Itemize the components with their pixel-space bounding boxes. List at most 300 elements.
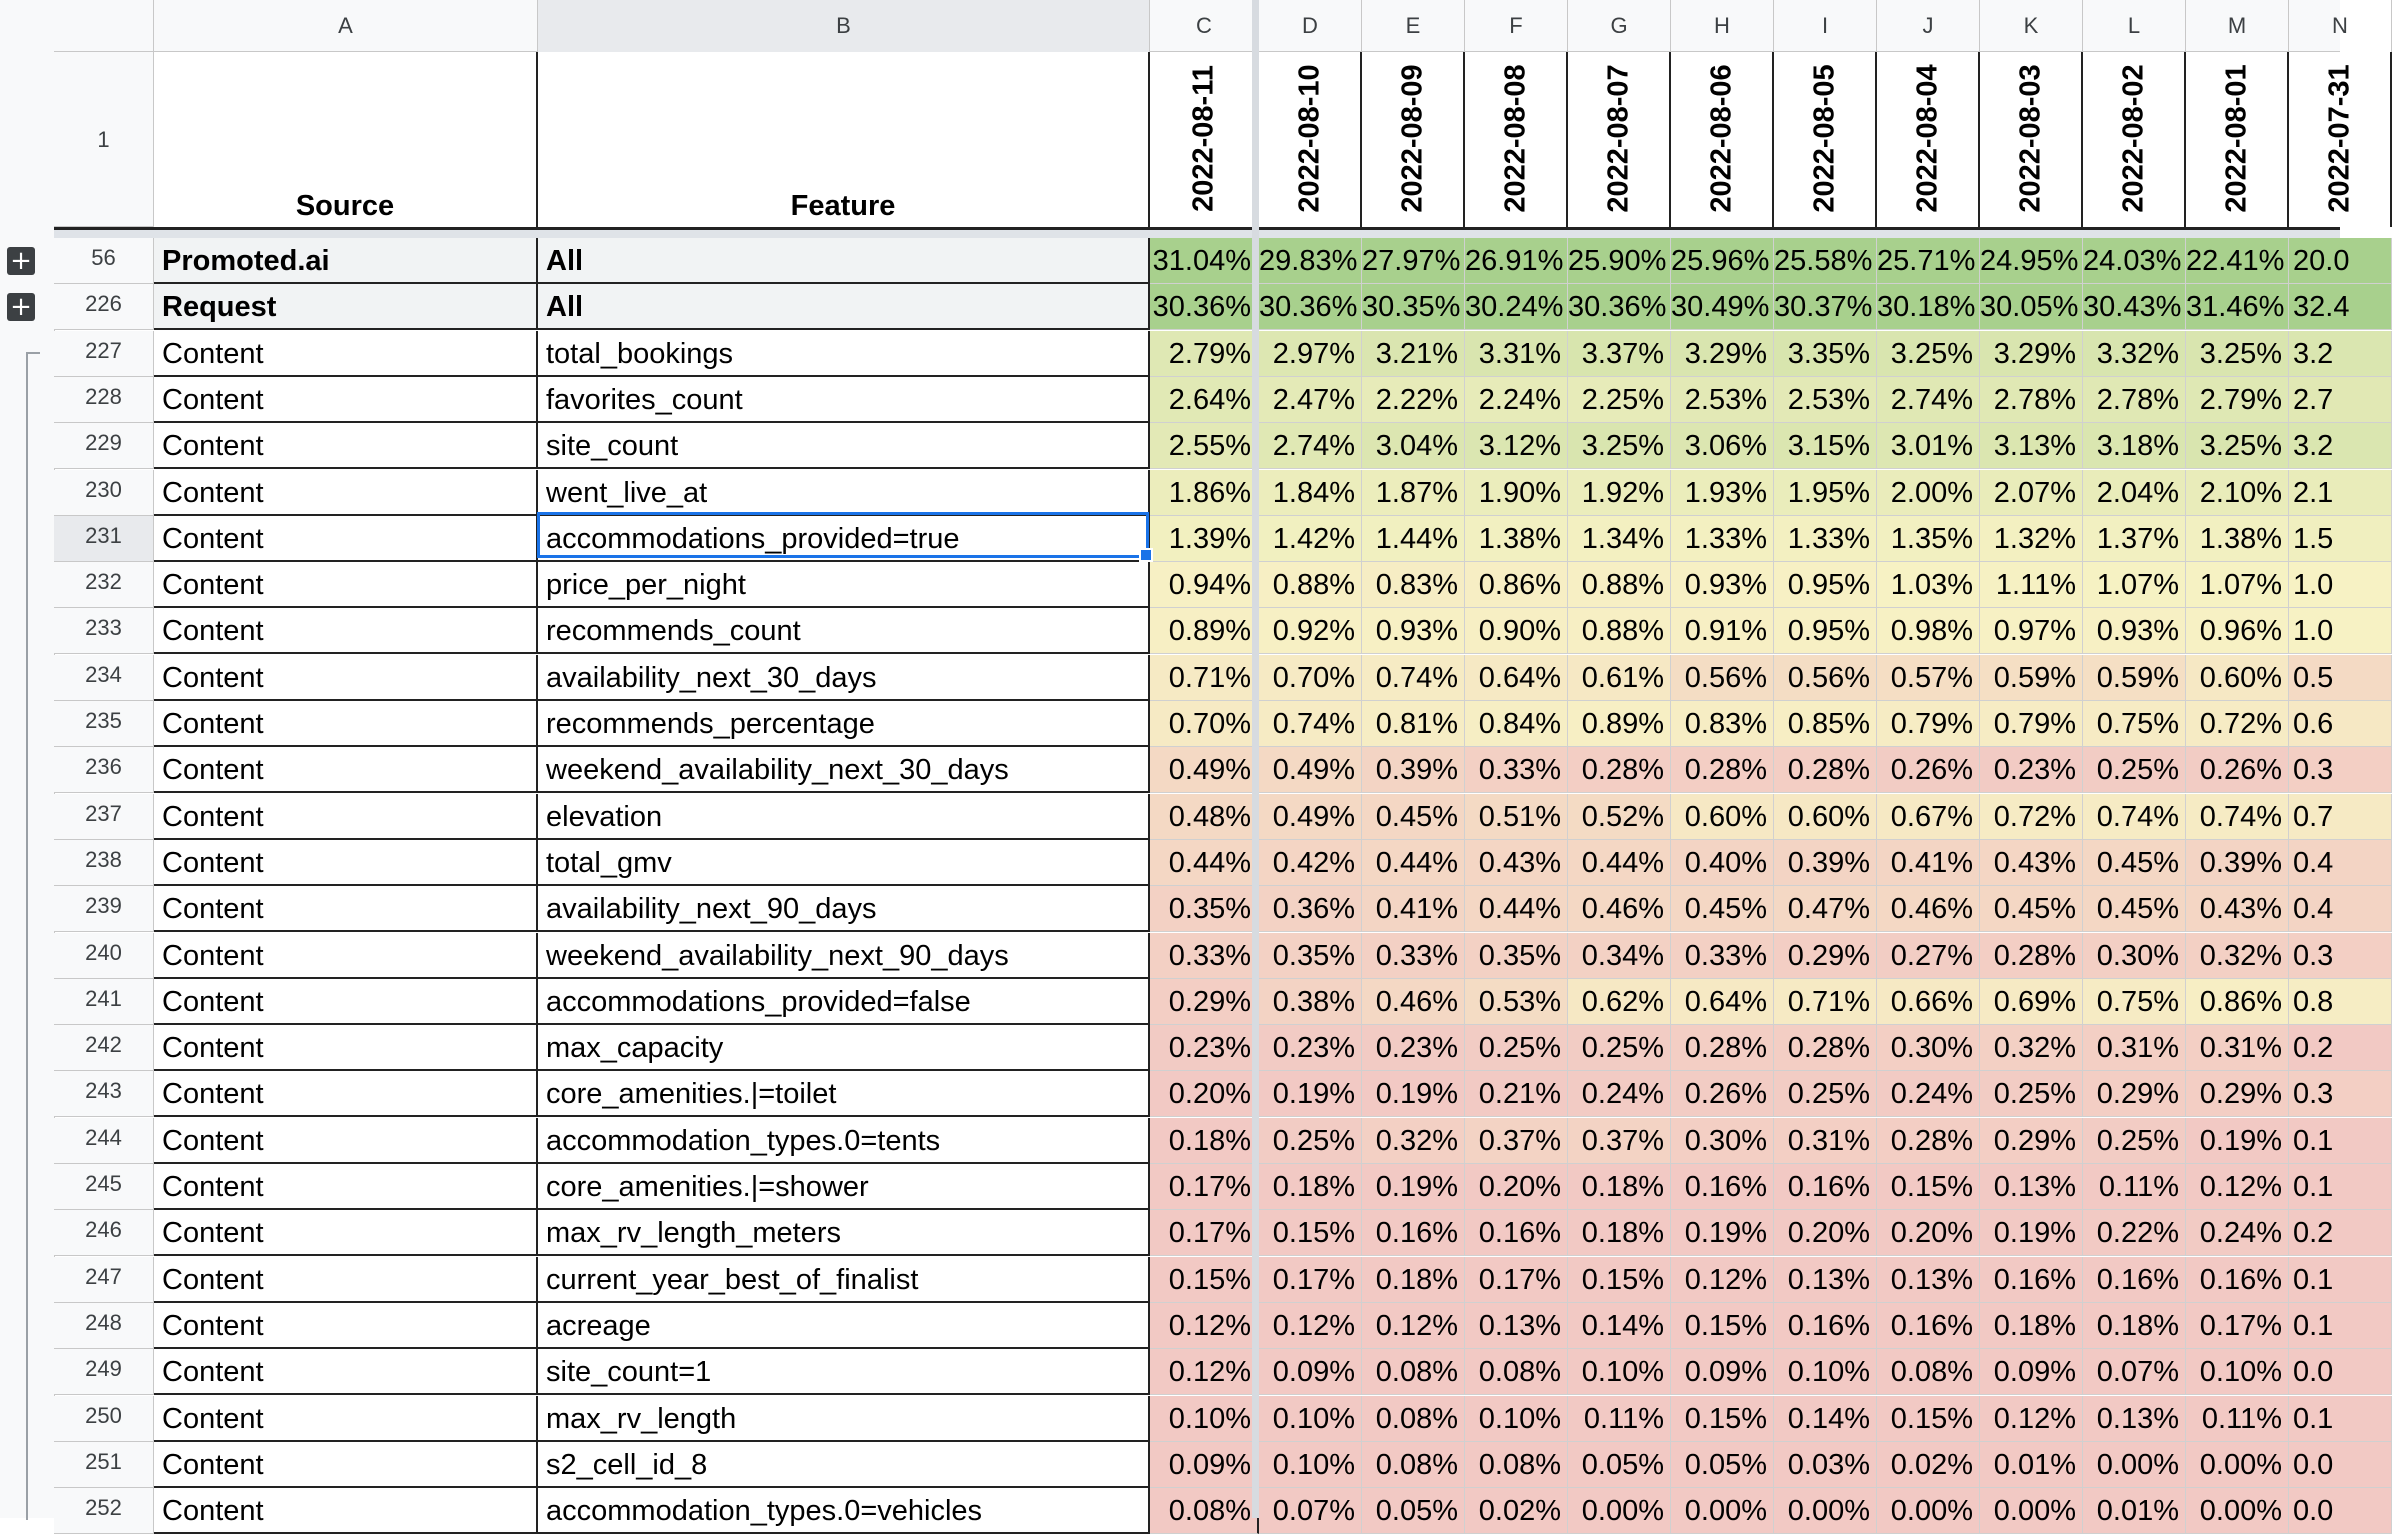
value-cell[interactable]: 3.18% bbox=[2083, 423, 2186, 469]
value-cell[interactable]: 0.07% bbox=[2083, 1349, 2186, 1395]
value-cell[interactable]: 0.20% bbox=[1774, 1210, 1877, 1256]
value-cell[interactable]: 24.03% bbox=[2083, 238, 2186, 284]
value-cell[interactable]: 0.10% bbox=[1465, 1396, 1568, 1442]
source-cell[interactable]: Content bbox=[154, 933, 538, 979]
value-cell[interactable]: 2.24% bbox=[1465, 377, 1568, 423]
value-cell[interactable]: 0.41% bbox=[1877, 840, 1980, 886]
column-header-d[interactable]: D bbox=[1259, 0, 1362, 52]
column-header-e[interactable]: E bbox=[1362, 0, 1465, 52]
value-cell[interactable]: 0.70% bbox=[1259, 655, 1362, 701]
value-cell[interactable]: 0.1 bbox=[2289, 1303, 2392, 1349]
value-cell[interactable]: 0.39% bbox=[1774, 840, 1877, 886]
value-cell[interactable]: 1.33% bbox=[1774, 516, 1877, 562]
feature-cell[interactable]: core_amenities.|=shower bbox=[538, 1164, 1150, 1210]
row-number[interactable]: 242 bbox=[54, 1025, 154, 1071]
value-cell[interactable]: 1.03% bbox=[1877, 562, 1980, 608]
value-cell[interactable]: 29.83% bbox=[1259, 238, 1362, 284]
source-cell[interactable]: Content bbox=[154, 470, 538, 516]
value-cell[interactable]: 26.91% bbox=[1465, 238, 1568, 284]
row-number[interactable]: 229 bbox=[54, 423, 154, 469]
value-cell[interactable]: 0.28% bbox=[1774, 747, 1877, 793]
value-cell[interactable]: 0.75% bbox=[2083, 701, 2186, 747]
value-cell[interactable]: 0.34% bbox=[1568, 933, 1671, 979]
value-cell[interactable]: 0.33% bbox=[1150, 933, 1259, 979]
value-cell[interactable]: 0.2 bbox=[2289, 1025, 2392, 1071]
row-number[interactable]: 249 bbox=[54, 1349, 154, 1395]
value-cell[interactable]: 0.46% bbox=[1362, 979, 1465, 1025]
select-all-corner[interactable] bbox=[54, 0, 154, 52]
value-cell[interactable]: 0.17% bbox=[1465, 1257, 1568, 1303]
feature-cell[interactable]: s2_cell_id_8 bbox=[538, 1442, 1150, 1488]
value-cell[interactable]: 0.10% bbox=[1150, 1396, 1259, 1442]
value-cell[interactable]: 0.56% bbox=[1671, 655, 1774, 701]
value-cell[interactable]: 0.71% bbox=[1150, 655, 1259, 701]
value-cell[interactable]: 3.25% bbox=[1877, 331, 1980, 377]
value-cell[interactable]: 0.07% bbox=[1259, 1488, 1362, 1534]
value-cell[interactable]: 0.02% bbox=[1465, 1488, 1568, 1534]
feature-cell[interactable]: All bbox=[538, 284, 1150, 330]
source-cell[interactable]: Content bbox=[154, 747, 538, 793]
value-cell[interactable]: 0.49% bbox=[1259, 747, 1362, 793]
value-cell[interactable]: 0.19% bbox=[1259, 1071, 1362, 1117]
value-cell[interactable]: 0.26% bbox=[2186, 747, 2289, 793]
value-cell[interactable]: 0.30% bbox=[1877, 1025, 1980, 1071]
value-cell[interactable]: 0.16% bbox=[1774, 1164, 1877, 1210]
value-cell[interactable]: 0.16% bbox=[2186, 1257, 2289, 1303]
value-cell[interactable]: 0.59% bbox=[2083, 655, 2186, 701]
value-cell[interactable]: 2.07% bbox=[1980, 470, 2083, 516]
value-cell[interactable]: 0.81% bbox=[1362, 701, 1465, 747]
row-number[interactable]: 234 bbox=[54, 655, 154, 701]
value-cell[interactable]: 0.47% bbox=[1774, 886, 1877, 932]
value-cell[interactable]: 0.08% bbox=[1362, 1442, 1465, 1488]
value-cell[interactable]: 0.56% bbox=[1774, 655, 1877, 701]
row-number[interactable]: 56 bbox=[54, 238, 154, 284]
value-cell[interactable]: 0.88% bbox=[1568, 562, 1671, 608]
value-cell[interactable]: 0.28% bbox=[1877, 1118, 1980, 1164]
value-cell[interactable]: 0.33% bbox=[1362, 933, 1465, 979]
value-cell[interactable]: 0.89% bbox=[1568, 701, 1671, 747]
value-cell[interactable]: 0.1 bbox=[2289, 1118, 2392, 1164]
value-cell[interactable]: 31.04% bbox=[1150, 238, 1259, 284]
value-cell[interactable]: 0.16% bbox=[1465, 1210, 1568, 1256]
value-cell[interactable]: 0.24% bbox=[1568, 1071, 1671, 1117]
value-cell[interactable]: 3.12% bbox=[1465, 423, 1568, 469]
value-cell[interactable]: 0.83% bbox=[1671, 701, 1774, 747]
value-cell[interactable]: 3.37% bbox=[1568, 331, 1671, 377]
source-cell[interactable]: Content bbox=[154, 516, 538, 562]
row-number[interactable]: 247 bbox=[54, 1257, 154, 1303]
row-number[interactable]: 248 bbox=[54, 1303, 154, 1349]
value-cell[interactable]: 0.12% bbox=[1150, 1349, 1259, 1395]
value-cell[interactable]: 0.25% bbox=[2083, 747, 2186, 793]
value-cell[interactable]: 0.02% bbox=[1877, 1442, 1980, 1488]
value-cell[interactable]: 0.20% bbox=[1150, 1071, 1259, 1117]
row-number[interactable]: 245 bbox=[54, 1164, 154, 1210]
column-header-m[interactable]: M bbox=[2186, 0, 2289, 52]
value-cell[interactable]: 0.89% bbox=[1150, 608, 1259, 654]
value-cell[interactable]: 0.45% bbox=[2083, 886, 2186, 932]
value-cell[interactable]: 0.09% bbox=[1980, 1349, 2083, 1395]
value-cell[interactable]: 0.96% bbox=[2186, 608, 2289, 654]
value-cell[interactable]: 0.60% bbox=[1671, 794, 1774, 840]
row-number[interactable]: 233 bbox=[54, 608, 154, 654]
value-cell[interactable]: 0.45% bbox=[1671, 886, 1774, 932]
value-cell[interactable]: 0.26% bbox=[1671, 1071, 1774, 1117]
value-cell[interactable]: 0.4 bbox=[2289, 886, 2392, 932]
value-cell[interactable]: 0.15% bbox=[1671, 1303, 1774, 1349]
value-cell[interactable]: 0.08% bbox=[1877, 1349, 1980, 1395]
value-cell[interactable]: 0.11% bbox=[2083, 1164, 2186, 1210]
date-header-cell[interactable] bbox=[1362, 52, 1465, 227]
frozen-column-divider[interactable] bbox=[1252, 0, 1259, 1518]
source-cell[interactable]: Content bbox=[154, 1442, 538, 1488]
row-number[interactable]: 228 bbox=[54, 377, 154, 423]
source-cell[interactable]: Content bbox=[154, 608, 538, 654]
value-cell[interactable]: 0.59% bbox=[1980, 655, 2083, 701]
value-cell[interactable]: 0.12% bbox=[2186, 1164, 2289, 1210]
value-cell[interactable]: 0.0 bbox=[2289, 1349, 2392, 1395]
date-header-cell[interactable] bbox=[2083, 52, 2186, 227]
value-cell[interactable]: 2.78% bbox=[2083, 377, 2186, 423]
value-cell[interactable]: 0.66% bbox=[1877, 979, 1980, 1025]
value-cell[interactable]: 0.86% bbox=[2186, 979, 2289, 1025]
value-cell[interactable]: 0.12% bbox=[1362, 1303, 1465, 1349]
source-cell[interactable]: Request bbox=[154, 284, 538, 330]
source-cell[interactable]: Content bbox=[154, 886, 538, 932]
value-cell[interactable]: 1.90% bbox=[1465, 470, 1568, 516]
value-cell[interactable]: 0.19% bbox=[1980, 1210, 2083, 1256]
value-cell[interactable]: 0.86% bbox=[1465, 562, 1568, 608]
value-cell[interactable]: 0.46% bbox=[1877, 886, 1980, 932]
feature-cell[interactable]: recommends_count bbox=[538, 608, 1150, 654]
value-cell[interactable]: 0.51% bbox=[1465, 794, 1568, 840]
value-cell[interactable]: 0.14% bbox=[1568, 1303, 1671, 1349]
value-cell[interactable]: 0.48% bbox=[1150, 794, 1259, 840]
value-cell[interactable]: 0.17% bbox=[2186, 1303, 2289, 1349]
value-cell[interactable]: 0.71% bbox=[1774, 979, 1877, 1025]
expand-group-icon[interactable]: + bbox=[7, 247, 35, 275]
value-cell[interactable]: 0.45% bbox=[1980, 886, 2083, 932]
value-cell[interactable]: 0.32% bbox=[1980, 1025, 2083, 1071]
feature-cell[interactable]: availability_next_30_days bbox=[538, 655, 1150, 701]
date-header-cell[interactable] bbox=[1671, 52, 1774, 227]
value-cell[interactable]: 0.3 bbox=[2289, 1071, 2392, 1117]
value-cell[interactable]: 1.93% bbox=[1671, 470, 1774, 516]
row-number[interactable]: 240 bbox=[54, 933, 154, 979]
value-cell[interactable]: 30.35% bbox=[1362, 284, 1465, 330]
value-cell[interactable]: 1.07% bbox=[2186, 562, 2289, 608]
value-cell[interactable]: 0.10% bbox=[1259, 1396, 1362, 1442]
date-header-cell[interactable] bbox=[1568, 52, 1671, 227]
value-cell[interactable]: 0.3 bbox=[2289, 747, 2392, 793]
value-cell[interactable]: 0.95% bbox=[1774, 562, 1877, 608]
value-cell[interactable]: 0.05% bbox=[1362, 1488, 1465, 1534]
value-cell[interactable]: 0.2 bbox=[2289, 1210, 2392, 1256]
column-header-b[interactable]: B bbox=[538, 0, 1150, 52]
value-cell[interactable]: 0.39% bbox=[2186, 840, 2289, 886]
value-cell[interactable]: 0.03% bbox=[1774, 1442, 1877, 1488]
source-cell[interactable]: Content bbox=[154, 331, 538, 377]
value-cell[interactable]: 0.18% bbox=[1568, 1164, 1671, 1210]
source-cell[interactable]: Content bbox=[154, 840, 538, 886]
value-cell[interactable]: 0.46% bbox=[1568, 886, 1671, 932]
value-cell[interactable]: 0.44% bbox=[1150, 840, 1259, 886]
value-cell[interactable]: 0.44% bbox=[1465, 886, 1568, 932]
feature-cell[interactable]: total_gmv bbox=[538, 840, 1150, 886]
value-cell[interactable]: 30.24% bbox=[1465, 284, 1568, 330]
column-header-i[interactable]: I bbox=[1774, 0, 1877, 52]
value-cell[interactable]: 0.11% bbox=[2186, 1396, 2289, 1442]
value-cell[interactable]: 1.07% bbox=[2083, 562, 2186, 608]
value-cell[interactable]: 0.98% bbox=[1877, 608, 1980, 654]
value-cell[interactable]: 0.25% bbox=[2083, 1118, 2186, 1164]
value-cell[interactable]: 0.28% bbox=[1671, 747, 1774, 793]
value-cell[interactable]: 0.05% bbox=[1671, 1442, 1774, 1488]
value-cell[interactable]: 0.30% bbox=[2083, 933, 2186, 979]
value-cell[interactable]: 1.44% bbox=[1362, 516, 1465, 562]
column-header-l[interactable]: L bbox=[2083, 0, 2186, 52]
value-cell[interactable]: 0.94% bbox=[1150, 562, 1259, 608]
value-cell[interactable]: 0.49% bbox=[1150, 747, 1259, 793]
value-cell[interactable]: 0.00% bbox=[1568, 1488, 1671, 1534]
value-cell[interactable]: 0.17% bbox=[1259, 1257, 1362, 1303]
value-cell[interactable]: 2.55% bbox=[1150, 423, 1259, 469]
source-cell[interactable]: Content bbox=[154, 1118, 538, 1164]
value-cell[interactable]: 2.10% bbox=[2186, 470, 2289, 516]
value-cell[interactable]: 0.22% bbox=[2083, 1210, 2186, 1256]
value-cell[interactable]: 1.38% bbox=[2186, 516, 2289, 562]
value-cell[interactable]: 0.24% bbox=[2186, 1210, 2289, 1256]
column-header-n[interactable]: N bbox=[2289, 0, 2392, 52]
value-cell[interactable]: 1.95% bbox=[1774, 470, 1877, 516]
value-cell[interactable]: 0.43% bbox=[1465, 840, 1568, 886]
source-cell[interactable]: Content bbox=[154, 562, 538, 608]
value-cell[interactable]: 0.5 bbox=[2289, 655, 2392, 701]
row-number[interactable]: 236 bbox=[54, 747, 154, 793]
source-cell[interactable]: Content bbox=[154, 1210, 538, 1256]
value-cell[interactable]: 3.01% bbox=[1877, 423, 1980, 469]
value-cell[interactable]: 2.64% bbox=[1150, 377, 1259, 423]
value-cell[interactable]: 22.41% bbox=[2186, 238, 2289, 284]
value-cell[interactable]: 0.84% bbox=[1465, 701, 1568, 747]
value-cell[interactable]: 0.26% bbox=[1877, 747, 1980, 793]
row-number[interactable]: 237 bbox=[54, 794, 154, 840]
feature-header[interactable]: Feature bbox=[538, 52, 1150, 227]
feature-cell[interactable]: core_amenities.|=toilet bbox=[538, 1071, 1150, 1117]
feature-cell[interactable]: site_count bbox=[538, 423, 1150, 469]
value-cell[interactable]: 0.16% bbox=[2083, 1257, 2186, 1303]
value-cell[interactable]: 0.13% bbox=[2083, 1396, 2186, 1442]
value-cell[interactable]: 0.00% bbox=[2186, 1488, 2289, 1534]
value-cell[interactable]: 0.09% bbox=[1259, 1349, 1362, 1395]
value-cell[interactable]: 0.53% bbox=[1465, 979, 1568, 1025]
value-cell[interactable]: 0.37% bbox=[1465, 1118, 1568, 1164]
value-cell[interactable]: 0.08% bbox=[1465, 1442, 1568, 1488]
date-header-cell[interactable] bbox=[1980, 52, 2083, 227]
value-cell[interactable]: 0.93% bbox=[1671, 562, 1774, 608]
value-cell[interactable]: 0.91% bbox=[1671, 608, 1774, 654]
value-cell[interactable]: 0.74% bbox=[2083, 794, 2186, 840]
value-cell[interactable]: 0.19% bbox=[1362, 1071, 1465, 1117]
date-header-cell[interactable] bbox=[2186, 52, 2289, 227]
value-cell[interactable]: 0.15% bbox=[1259, 1210, 1362, 1256]
value-cell[interactable]: 2.74% bbox=[1877, 377, 1980, 423]
value-cell[interactable]: 0.25% bbox=[1465, 1025, 1568, 1071]
value-cell[interactable]: 25.71% bbox=[1877, 238, 1980, 284]
value-cell[interactable]: 0.10% bbox=[2186, 1349, 2289, 1395]
value-cell[interactable]: 0.13% bbox=[1877, 1257, 1980, 1303]
value-cell[interactable]: 0.6 bbox=[2289, 701, 2392, 747]
value-cell[interactable]: 0.44% bbox=[1568, 840, 1671, 886]
value-cell[interactable]: 20.0 bbox=[2289, 238, 2392, 284]
value-cell[interactable]: 0.72% bbox=[2186, 701, 2289, 747]
value-cell[interactable]: 30.43% bbox=[2083, 284, 2186, 330]
row-number[interactable]: 246 bbox=[54, 1210, 154, 1256]
value-cell[interactable]: 0.01% bbox=[1980, 1442, 2083, 1488]
row-number[interactable]: 243 bbox=[54, 1071, 154, 1117]
value-cell[interactable]: 0.0 bbox=[2289, 1442, 2392, 1488]
value-cell[interactable]: 0.1 bbox=[2289, 1164, 2392, 1210]
value-cell[interactable]: 0.23% bbox=[1259, 1025, 1362, 1071]
value-cell[interactable]: 0.19% bbox=[1671, 1210, 1774, 1256]
value-cell[interactable]: 0.08% bbox=[1362, 1396, 1465, 1442]
value-cell[interactable]: 0.19% bbox=[2186, 1118, 2289, 1164]
feature-cell[interactable]: All bbox=[538, 238, 1150, 284]
value-cell[interactable]: 1.37% bbox=[2083, 516, 2186, 562]
value-cell[interactable]: 0.20% bbox=[1877, 1210, 1980, 1256]
value-cell[interactable]: 3.29% bbox=[1980, 331, 2083, 377]
value-cell[interactable]: 2.53% bbox=[1774, 377, 1877, 423]
value-cell[interactable]: 0.29% bbox=[1774, 933, 1877, 979]
value-cell[interactable]: 0.31% bbox=[2186, 1025, 2289, 1071]
feature-cell[interactable]: favorites_count bbox=[538, 377, 1150, 423]
column-header-j[interactable]: J bbox=[1877, 0, 1980, 52]
value-cell[interactable]: 0.85% bbox=[1774, 701, 1877, 747]
value-cell[interactable]: 0.57% bbox=[1877, 655, 1980, 701]
row-number[interactable]: 235 bbox=[54, 701, 154, 747]
value-cell[interactable]: 32.4 bbox=[2289, 284, 2392, 330]
source-header[interactable]: Source bbox=[154, 52, 538, 227]
row-number[interactable]: 252 bbox=[54, 1488, 154, 1534]
value-cell[interactable]: 0.05% bbox=[1568, 1442, 1671, 1488]
value-cell[interactable]: 1.34% bbox=[1568, 516, 1671, 562]
value-cell[interactable]: 0.52% bbox=[1568, 794, 1671, 840]
row-number[interactable]: 1 bbox=[54, 52, 154, 227]
value-cell[interactable]: 0.28% bbox=[1774, 1025, 1877, 1071]
value-cell[interactable]: 1.92% bbox=[1568, 470, 1671, 516]
value-cell[interactable]: 0.18% bbox=[1568, 1210, 1671, 1256]
value-cell[interactable]: 0.35% bbox=[1259, 933, 1362, 979]
row-number[interactable]: 232 bbox=[54, 562, 154, 608]
value-cell[interactable]: 0.16% bbox=[1362, 1210, 1465, 1256]
feature-cell[interactable]: accommodation_types.0=vehicles bbox=[538, 1488, 1150, 1534]
value-cell[interactable]: 3.35% bbox=[1774, 331, 1877, 377]
date-header-cell[interactable] bbox=[1774, 52, 1877, 227]
value-cell[interactable]: 0.25% bbox=[1568, 1025, 1671, 1071]
row-number[interactable]: 251 bbox=[54, 1442, 154, 1488]
value-cell[interactable]: 0.00% bbox=[2186, 1442, 2289, 1488]
value-cell[interactable]: 0.18% bbox=[1362, 1257, 1465, 1303]
value-cell[interactable]: 0.60% bbox=[1774, 794, 1877, 840]
value-cell[interactable]: 0.35% bbox=[1465, 933, 1568, 979]
value-cell[interactable]: 0.33% bbox=[1671, 933, 1774, 979]
row-number[interactable]: 244 bbox=[54, 1118, 154, 1164]
value-cell[interactable]: 0.25% bbox=[1774, 1071, 1877, 1117]
value-cell[interactable]: 0.1 bbox=[2289, 1396, 2392, 1442]
value-cell[interactable]: 1.84% bbox=[1259, 470, 1362, 516]
value-cell[interactable]: 2.1 bbox=[2289, 470, 2392, 516]
value-cell[interactable]: 0.32% bbox=[1362, 1118, 1465, 1164]
date-header-cell[interactable] bbox=[1877, 52, 1980, 227]
column-header-f[interactable]: F bbox=[1465, 0, 1568, 52]
feature-cell[interactable]: weekend_availability_next_30_days bbox=[538, 747, 1150, 793]
value-cell[interactable]: 0.08% bbox=[1150, 1488, 1259, 1534]
value-cell[interactable]: 1.5 bbox=[2289, 516, 2392, 562]
value-cell[interactable]: 0.18% bbox=[2083, 1303, 2186, 1349]
value-cell[interactable]: 0.93% bbox=[2083, 608, 2186, 654]
source-cell[interactable]: Content bbox=[154, 1488, 538, 1534]
frozen-row-divider[interactable] bbox=[54, 230, 2340, 238]
feature-cell[interactable]: current_year_best_of_finalist bbox=[538, 1257, 1150, 1303]
value-cell[interactable]: 24.95% bbox=[1980, 238, 2083, 284]
value-cell[interactable]: 0.40% bbox=[1671, 840, 1774, 886]
value-cell[interactable]: 3.31% bbox=[1465, 331, 1568, 377]
value-cell[interactable]: 3.32% bbox=[2083, 331, 2186, 377]
value-cell[interactable]: 0.31% bbox=[2083, 1025, 2186, 1071]
value-cell[interactable]: 2.22% bbox=[1362, 377, 1465, 423]
value-cell[interactable]: 0.33% bbox=[1465, 747, 1568, 793]
column-header-a[interactable]: A bbox=[154, 0, 538, 52]
value-cell[interactable]: 0.69% bbox=[1980, 979, 2083, 1025]
expand-group-icon[interactable]: + bbox=[7, 293, 35, 321]
value-cell[interactable]: 0.79% bbox=[1980, 701, 2083, 747]
column-header-k[interactable]: K bbox=[1980, 0, 2083, 52]
value-cell[interactable]: 2.25% bbox=[1568, 377, 1671, 423]
source-cell[interactable]: Content bbox=[154, 1257, 538, 1303]
value-cell[interactable]: 0.00% bbox=[2083, 1442, 2186, 1488]
value-cell[interactable]: 0.95% bbox=[1774, 608, 1877, 654]
row-number[interactable]: 227 bbox=[54, 331, 154, 377]
column-header-c[interactable]: C bbox=[1150, 0, 1259, 52]
value-cell[interactable]: 0.27% bbox=[1877, 933, 1980, 979]
feature-cell[interactable]: acreage bbox=[538, 1303, 1150, 1349]
feature-cell[interactable]: availability_next_90_days bbox=[538, 886, 1150, 932]
value-cell[interactable]: 3.25% bbox=[1568, 423, 1671, 469]
value-cell[interactable]: 0.15% bbox=[1877, 1396, 1980, 1442]
value-cell[interactable]: 31.46% bbox=[2186, 284, 2289, 330]
value-cell[interactable]: 0.1 bbox=[2289, 1257, 2392, 1303]
value-cell[interactable]: 0.25% bbox=[1980, 1071, 2083, 1117]
feature-cell[interactable]: recommends_percentage bbox=[538, 701, 1150, 747]
value-cell[interactable]: 0.62% bbox=[1568, 979, 1671, 1025]
value-cell[interactable]: 0.16% bbox=[1877, 1303, 1980, 1349]
value-cell[interactable]: 1.39% bbox=[1150, 516, 1259, 562]
row-number[interactable]: 238 bbox=[54, 840, 154, 886]
value-cell[interactable]: 0.42% bbox=[1259, 840, 1362, 886]
source-cell[interactable]: Content bbox=[154, 701, 538, 747]
value-cell[interactable]: 2.04% bbox=[2083, 470, 2186, 516]
value-cell[interactable]: 0.29% bbox=[2186, 1071, 2289, 1117]
value-cell[interactable]: 0.15% bbox=[1671, 1396, 1774, 1442]
value-cell[interactable]: 0.14% bbox=[1774, 1396, 1877, 1442]
value-cell[interactable]: 0.10% bbox=[1259, 1442, 1362, 1488]
value-cell[interactable]: 0.92% bbox=[1259, 608, 1362, 654]
value-cell[interactable]: 2.74% bbox=[1259, 423, 1362, 469]
value-cell[interactable]: 0.15% bbox=[1877, 1164, 1980, 1210]
date-header-cell[interactable] bbox=[2289, 52, 2392, 227]
value-cell[interactable]: 0.12% bbox=[1980, 1396, 2083, 1442]
